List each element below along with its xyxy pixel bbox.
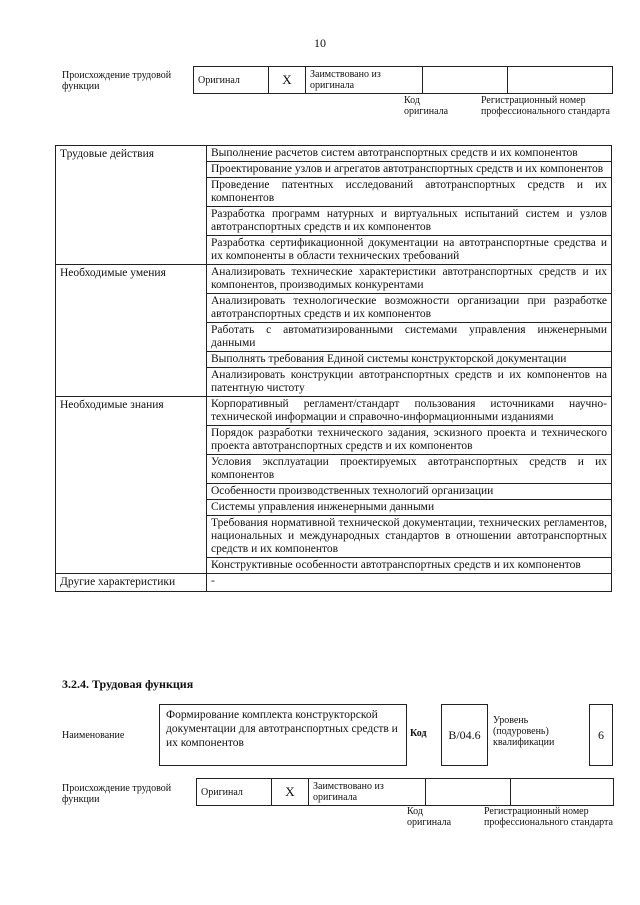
section-title: 3.2.4. Трудовая функция (62, 677, 194, 691)
reg-caption: Регистрационный номер профессионального стандарта (481, 95, 610, 117)
list-item: Анализировать технологические возможности организации при разработке автотранспортных средств и их компонентов (207, 294, 612, 323)
table-row (56, 574, 612, 592)
reg-number-cell (511, 779, 614, 806)
code-caption: Код оригинала (404, 95, 449, 117)
origin-table (193, 66, 613, 94)
origin-table (196, 778, 614, 806)
list-item: Корпоративный регламент/стандарт пользования источниками научно-технической информации и справочно-информационными изданиями (207, 397, 612, 426)
list-item: Анализировать конструкции автотранспортных средств и их компонентов на патентную чистоту (207, 368, 612, 397)
list-item: Системы управления инженерными данными (207, 500, 612, 516)
list-item: Условия эксплуатации проектируемых автотранспортных средств и их компонентов (207, 455, 612, 484)
borrowed-label: Заимствовано из оригинала (306, 67, 423, 94)
code-box: B/04.6 (441, 704, 488, 766)
origin-label: Происхождение трудовой функции (62, 70, 172, 92)
page-number: 10 (314, 36, 326, 50)
name-label: Наименование (62, 730, 125, 741)
origin-label: Происхождение трудовой функции (62, 783, 172, 805)
category-actions: Трудовые действия (56, 146, 207, 265)
table-row (56, 265, 612, 294)
list-item: Анализировать технические характеристики автотранспортных средств и их компонентов, производимых конкурентами (207, 265, 612, 294)
category-other: Другие характеристики (56, 574, 207, 592)
list-item: Порядок разработки технического задания, эскизного проекта и технического проекта автотранспортных средств и их компонентов (207, 426, 612, 455)
labor-function-table (55, 145, 612, 592)
code-label: Код (410, 728, 427, 739)
reg-caption: Регистрационный номер профессионального стандарта (484, 806, 613, 828)
original-mark: X (272, 779, 309, 806)
original-label: Оригинал (194, 67, 269, 94)
reg-number-cell (508, 67, 613, 94)
list-item: Требования нормативной технической документации, технических регламентов, национальных и международных стандартов в отношении автотранспортных средств и их компонентов (207, 516, 612, 558)
list-item: Разработка программ натурных и виртуальных испытаний систем и узлов автотранспортных средств и их компонентов (207, 207, 612, 236)
category-knowledge: Необходимые знания (56, 397, 207, 574)
original-label: Оригинал (197, 779, 272, 806)
borrowed-label: Заимствовано из оригинала (309, 779, 426, 806)
category-skills: Необходимые умения (56, 265, 207, 397)
list-item: Работать с автоматизированными системами управления инженерными данными (207, 323, 612, 352)
function-name-box: Формирование комплекта конструкторской документации для автотранспортных средств и их компонентов (159, 704, 407, 766)
list-item: Выполнять требования Единой системы конструкторской документации (207, 352, 612, 368)
code-caption: Код оригинала (407, 806, 452, 828)
table-row (56, 146, 612, 162)
original-code-cell (426, 779, 511, 806)
list-item: Особенности производственных технологий организации (207, 484, 612, 500)
original-mark: X (269, 67, 306, 94)
list-item: Проектирование узлов и агрегатов автотранспортных средств и их компонентов (207, 162, 612, 178)
list-item: Конструктивные особенности автотранспортных средств и их компонентов (207, 558, 612, 574)
list-item: Выполнение расчетов систем автотранспортных средств и их компонентов (207, 146, 612, 162)
list-item: Проведение патентных исследований автотранспортных средств и их компонентов (207, 178, 612, 207)
list-item: - (207, 574, 612, 592)
table-row (56, 397, 612, 426)
original-code-cell (423, 67, 508, 94)
level-label: Уровень (подуровень) квалификации (493, 715, 555, 748)
list-item: Разработка сертификационной документации на автотранспортные средства и их компоненты в области технических требований (207, 236, 612, 265)
level-box: 6 (589, 704, 613, 766)
